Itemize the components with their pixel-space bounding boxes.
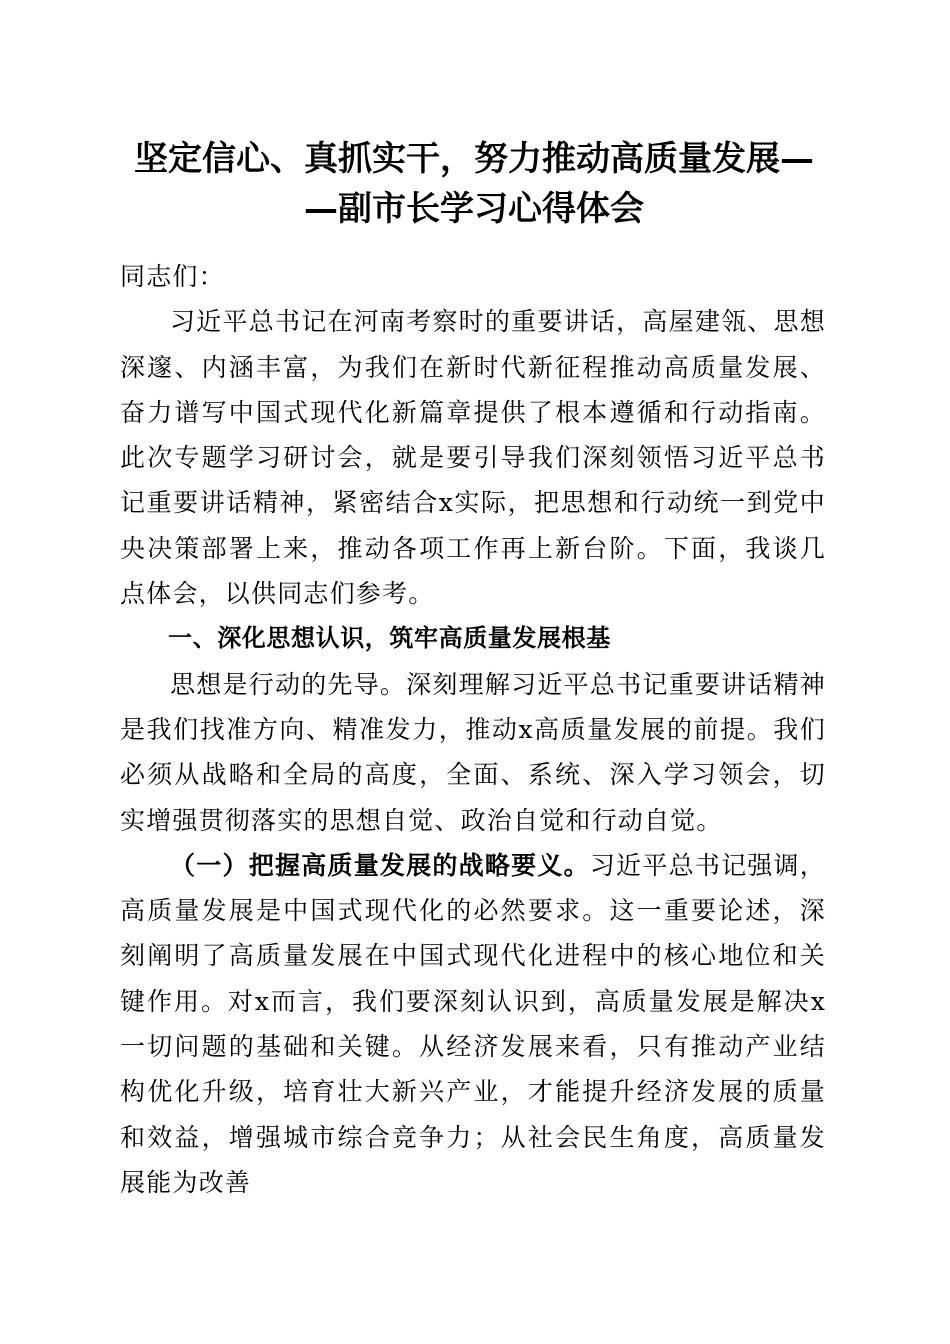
document-body [120,254,826,1205]
title-line-1: 坚定信心、真抓实干，努力推动高质量发展— [134,139,814,179]
salutation: 同志们： [120,262,225,291]
paragraph-section-1: 思想是行动的先导。深刻理解习近平总书记重要讲话精神是我们找准方向、精准发力，推动x高质量发展的前提。我们必须从战略和全局的高度，全面、系统、深入学习领会，切实增强贯彻落实的思想自觉、政治自觉和行动自觉。 [120,669,826,835]
title-line-2: —副市长学习心得体会 [304,189,644,229]
paragraph-intro: 习近平总书记在河南考察时的重要讲话，高屋建瓴、思想深邃、内涵丰富，为我们在新时代新征程推动高质量发展、奋力谱写中国式现代化新篇章提供了根本遵循和行动指南。此次专题学习研讨会，就是要引导我们深刻领悟习近平总书记重要讲话精神，紧密结合x实际，把思想和行动统一到党中央决策部署上来，推动各项工作再上新台阶。下面，我谈几点体会，以供同志们参考。 [120,307,826,609]
paragraph-subsection-1 [120,843,826,1205]
subsection-text-1: 习近平总书记强调，高质量发展是中国式现代化的必然要求。这一重要论述，深刻阐明了高质量发展在中国式现代化进程中的核心地位和关键作用。对x而言，我们要深刻认识到，高质量发展是解决x一切问题的基础和关键。从经济发展来看，只有推动产业结构优化升级，培育壮大新兴产业，才能提升经济发展的质量和效益，增强城市综合竞争力；从社会民生角度，高质量发展能为改善 [120,850,826,1197]
document-title [118,134,830,234]
subsection-heading-1: （一）把握高质量发展的战略要义。 [170,850,590,880]
section-heading-1: 一、深化思想认识，筑牢高质量发展根基 [168,624,611,653]
